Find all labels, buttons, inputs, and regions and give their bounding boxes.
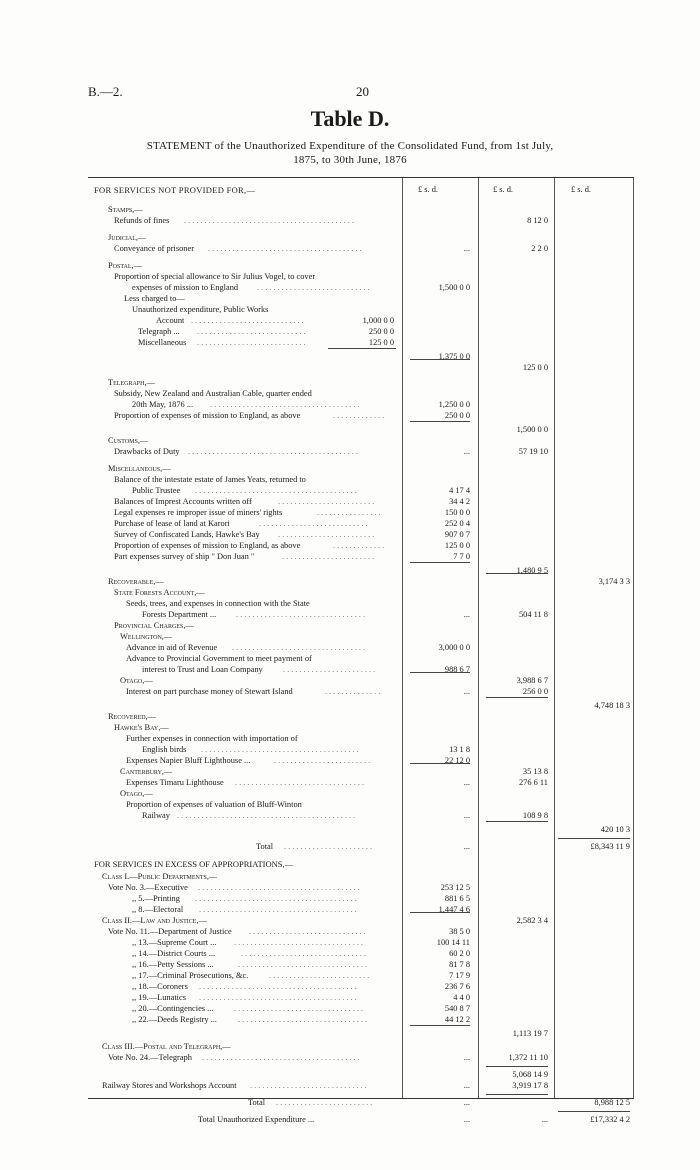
leader-dots: ................................ — [234, 1004, 365, 1013]
amount-c2: 504 11 8 — [518, 610, 548, 619]
row-label: 20th May, 1876 ... — [132, 400, 194, 409]
table-row — [88, 992, 634, 1003]
table-row — [88, 576, 634, 587]
table-row — [88, 926, 634, 937]
table-row — [88, 540, 634, 551]
table-row — [88, 293, 634, 304]
amount-c2: ... — [541, 1115, 548, 1124]
table-row — [88, 970, 634, 981]
table-row — [88, 1080, 634, 1091]
row-label: Otago,— — [120, 676, 153, 685]
amount-c1: 1,447 4 6 — [438, 905, 470, 914]
leader-dots: ............................................ — [177, 811, 358, 820]
table-row — [88, 551, 634, 562]
amount-c1: 7 17 9 — [449, 971, 470, 980]
table-row — [88, 271, 634, 282]
leader-dots: ............................ — [257, 283, 372, 292]
table-row — [88, 904, 634, 915]
table-row — [88, 686, 634, 697]
row-label: Survey of Confiscated Lands, Hawke's Bay — [114, 530, 260, 539]
row-label: Part expenses survey of ship " Don Juan " — [114, 552, 255, 561]
amount-c1: ... — [463, 244, 470, 253]
amount-c2: 8 12 0 — [527, 216, 548, 225]
row-label: Further expenses in connection with importation of — [126, 734, 298, 743]
row-label: Telegraph ... — [138, 327, 180, 336]
row-label: Class III.—Postal and Telegraph,— — [102, 1042, 231, 1051]
amount-c1: ... — [463, 1098, 470, 1107]
amount-c3: £17,332 4 2 — [590, 1115, 630, 1124]
table-row — [88, 1097, 634, 1108]
table-row — [88, 326, 634, 337]
amount-c1: ... — [463, 610, 470, 619]
amount-c2: 5,068 14 9 — [512, 1070, 548, 1079]
amount-c1: 540 8 7 — [444, 1004, 470, 1013]
table-row — [88, 893, 634, 904]
row-label: ,, 17.—Criminal Prosecutions, &c. — [132, 971, 249, 980]
row-label: ,, 22.—Deeds Registry ... — [132, 1015, 217, 1024]
leader-dots: ....................................... — [199, 993, 359, 1002]
table-row — [88, 1114, 634, 1125]
leader-dots: ................................. — [232, 643, 368, 652]
row-label: Advance in aid of Revenue — [126, 643, 218, 652]
amount-c1: 150 0 0 — [444, 508, 470, 517]
leader-dots: ................................ — [236, 610, 367, 619]
table-row — [88, 598, 634, 609]
table-row — [88, 744, 634, 755]
leader-dots: ..................................... — [210, 400, 362, 409]
amount-c2: 2 2 0 — [531, 244, 548, 253]
table-row — [88, 410, 634, 421]
amount-c3: 420 10 3 — [600, 825, 630, 834]
table-row — [88, 733, 634, 744]
table-row — [88, 377, 634, 388]
amount-c2: 276 6 11 — [518, 778, 548, 787]
amount-c1: ... — [463, 1115, 470, 1124]
amount-c1: ... — [463, 811, 470, 820]
amount-c1: 252 0 4 — [444, 519, 470, 528]
table-row — [88, 388, 634, 399]
table-row — [88, 653, 634, 664]
row-label: Recoverable,— — [108, 577, 164, 586]
row-label: Miscellaneous — [138, 338, 187, 347]
table-row — [88, 799, 634, 810]
leader-dots: .............. — [325, 687, 383, 696]
leader-dots: ....................................... — [199, 982, 359, 991]
leader-dots: ........................ — [274, 756, 373, 765]
leader-dots: ........................ — [278, 497, 377, 506]
amount-c2: 3,988 6 7 — [516, 676, 548, 685]
row-label: Customs,— — [108, 436, 149, 445]
table-row — [88, 700, 634, 711]
row-label: Proportion of expenses of mission to England, as above — [114, 411, 301, 420]
row-label: expenses of mission to England — [132, 283, 239, 292]
row-label: Drawbacks of Duty — [114, 447, 180, 456]
table-row — [88, 777, 634, 788]
table-row — [88, 463, 634, 474]
table-row — [88, 859, 634, 870]
leader-dots: ................................ — [234, 938, 365, 947]
table-row — [88, 959, 634, 970]
row-label: Railway Stores and Workshops Account — [102, 1081, 237, 1090]
table-row — [88, 620, 634, 631]
amount-c1: 13 1 8 — [449, 745, 470, 754]
row-label: Expenses Napier Bluff Lighthouse ... — [126, 756, 251, 765]
amount-c1: 34 4 2 — [449, 497, 470, 506]
amount-c2: 1,480 9 5 — [516, 566, 548, 575]
table-row — [88, 824, 634, 835]
section-heading: FOR SERVICES NOT PROVIDED FOR,— — [94, 185, 256, 195]
row-label: State Forests Account,— — [114, 588, 205, 597]
row-label: Miscellaneous,— — [108, 464, 171, 473]
leader-dots: ........................... — [259, 519, 370, 528]
table-title: Table D. — [310, 106, 390, 131]
table-row — [88, 1003, 634, 1014]
leader-dots: ........................... — [197, 338, 308, 347]
amount-c2: 256 0 0 — [522, 687, 548, 696]
amount-c1: 907 0 7 — [444, 530, 470, 539]
row-label: Otago,— — [120, 789, 153, 798]
amount-c1: 4 17 4 — [449, 486, 470, 495]
subtitle-line-2: 1875, to 30th June, 1876 — [293, 154, 407, 166]
row-label: Recovered,— — [108, 712, 157, 721]
row-label: Less charged to— — [124, 294, 185, 303]
row-label: ,, 8.—Electoral — [132, 905, 184, 914]
table-row — [88, 507, 634, 518]
amount-c1: 60 2 0 — [449, 949, 470, 958]
leader-dots: ....................................... — [201, 745, 361, 754]
leader-dots: ................ — [317, 508, 383, 517]
expenditure-table — [88, 177, 634, 1124]
leader-dots: ........................................ — [195, 486, 359, 495]
amount-c2: 57 19 10 — [518, 447, 548, 456]
amount-c1: ... — [463, 687, 470, 696]
leader-dots: ............................... — [241, 949, 368, 958]
amount-c1: 988 6 7 — [444, 665, 470, 674]
row-label: ,, 14.—District Courts ... — [132, 949, 216, 958]
row-label: Expenses Timaru Lighthouse — [126, 778, 224, 787]
row-label: FOR SERVICES IN EXCESS OF APPROPRIATIONS,— — [94, 859, 294, 869]
leader-dots: ............. — [333, 411, 387, 420]
row-label: ,, 18.—Coroners — [132, 982, 188, 991]
row-label: ,, 13.—Supreme Court ... — [132, 938, 217, 947]
row-label: Hawke's Bay,— — [114, 723, 169, 732]
amount-c1: ... — [463, 778, 470, 787]
amount-v: 1,000 0 0 — [362, 316, 394, 325]
amount-c2: 1,500 0 0 — [516, 425, 548, 434]
amount-c1: 1,250 0 0 — [438, 400, 470, 409]
amount-c1: 22 12 0 — [444, 756, 470, 765]
col-head-2: £ s. d. — [493, 185, 514, 194]
row-label: Vote No. 3.—Executive — [108, 883, 188, 892]
row-label: interest to Trust and Loan Company — [142, 665, 263, 674]
row-label: Forests Department ... — [142, 610, 217, 619]
table-row — [88, 362, 634, 373]
leader-dots: ................................ — [238, 1015, 369, 1024]
table-row — [88, 1041, 634, 1052]
leader-dots: ................................ — [235, 778, 366, 787]
row-label: ,, 19.—Lunatics — [132, 993, 186, 1002]
table-row — [88, 337, 634, 348]
row-label: Public Trustee — [132, 486, 181, 495]
amount-c1: 125 0 0 — [444, 541, 470, 550]
leader-dots: ........................... — [197, 327, 308, 336]
leader-dots: ................................ — [238, 960, 369, 969]
table-row — [88, 435, 634, 446]
table-row — [88, 1052, 634, 1063]
table-row — [88, 232, 634, 243]
table-row — [88, 446, 634, 457]
table-row — [88, 1014, 634, 1025]
col-head-3: £ s. d. — [571, 185, 592, 194]
amount-c2: 1,113 19 7 — [512, 1029, 548, 1038]
row-label: Total — [256, 842, 274, 851]
leader-dots: ........................ — [276, 1098, 375, 1107]
row-label: Refunds of fines — [114, 216, 170, 225]
page-ref: B.—2. — [88, 84, 123, 99]
row-label: Total — [248, 1098, 266, 1107]
leader-dots: ............................. — [250, 1081, 369, 1090]
amount-c1: 1,375 0 0 — [438, 352, 470, 361]
table-row — [88, 642, 634, 653]
row-label: Telegraph,— — [108, 378, 155, 387]
row-label: Conveyance of prisoner — [114, 244, 195, 253]
table-row — [88, 351, 634, 362]
table-row — [88, 424, 634, 435]
amount-v: 250 0 0 — [368, 327, 394, 336]
table-row — [88, 315, 634, 326]
table-row — [88, 215, 634, 226]
table-row — [88, 243, 634, 254]
table-row — [88, 841, 634, 852]
row-label: ,, 20.—Contingencies ... — [132, 1004, 214, 1013]
table-row — [88, 399, 634, 410]
leader-dots: .......................................... — [184, 216, 356, 225]
row-label: English birds — [142, 745, 187, 754]
amount-c2: 1,372 11 10 — [508, 1053, 548, 1062]
table-row — [88, 282, 634, 293]
amount-c1: 81 7 8 — [449, 960, 470, 969]
row-label: Railway — [142, 811, 170, 820]
table-row — [88, 1069, 634, 1080]
leader-dots: ........................ — [278, 530, 377, 539]
row-label: Balances of Imprest Accounts written off — [114, 497, 252, 506]
leader-dots: ....................................... — [202, 1053, 362, 1062]
amount-c1: 1,500 0 0 — [438, 283, 470, 292]
leader-dots: ............. — [333, 541, 387, 550]
row-label: Class I.—Public Departments,— — [102, 872, 218, 881]
row-label: Judicial,— — [108, 233, 147, 242]
row-label: Total Unauthorized Expenditure ... — [198, 1115, 315, 1124]
subtitle-line-1: STATEMENT of the Unauthorized Expenditure of the Consolidated Fund, from 1st July, — [146, 140, 554, 152]
row-label: Legal expenses re improper issue of miners' rights — [114, 508, 283, 517]
row-label: Proportion of expenses of mission to England, as above — [114, 541, 301, 550]
table-row — [88, 722, 634, 733]
amount-c3: 4,748 18 3 — [594, 701, 630, 710]
row-label: Interest on part purchase money of Stewart Island — [126, 687, 293, 696]
leader-dots: ........................................ — [198, 883, 362, 892]
row-label: Class II.—Law and Justice,— — [102, 916, 207, 925]
col-head-1: £ s. d. — [418, 185, 439, 194]
table-row — [88, 304, 634, 315]
row-label: Advance to Provincial Government to meet payment of — [126, 654, 312, 663]
table-row — [88, 871, 634, 882]
amount-c1: 100 14 11 — [436, 938, 470, 947]
amount-c1: 881 6 5 — [444, 894, 470, 903]
row-label: Provincial Charges,— — [114, 621, 194, 630]
amount-c3: 8,988 12 5 — [594, 1098, 630, 1107]
table-row — [88, 496, 634, 507]
amount-c1: ... — [463, 1081, 470, 1090]
table-row — [88, 565, 634, 576]
table-row — [88, 474, 634, 485]
row-label: Proportion of expenses of valuation of Bluff-Winton — [126, 800, 302, 809]
row-label: Wellington,— — [120, 632, 173, 641]
table-row — [88, 260, 634, 271]
table-row — [88, 755, 634, 766]
table-row — [88, 1028, 634, 1039]
page-number: 20 — [356, 84, 369, 99]
table-row — [88, 981, 634, 992]
amount-c1: 38 5 0 — [449, 927, 470, 936]
table-row — [88, 711, 634, 722]
amount-c1: ... — [463, 447, 470, 456]
amount-c1: 3,000 0 0 — [438, 643, 470, 652]
leader-dots: .......................................... — [188, 447, 360, 456]
amount-c2: 35 13 8 — [522, 767, 548, 776]
leader-dots: ......................... — [269, 971, 372, 980]
table-row — [88, 675, 634, 686]
amount-c1: 253 12 5 — [440, 883, 470, 892]
row-label: Vote No. 24.—Telegraph — [108, 1053, 192, 1062]
table-row — [88, 664, 634, 675]
row-label: Seeds, trees, and expenses in connection with the State — [126, 599, 310, 608]
amount-c1: 7 7 0 — [453, 552, 470, 561]
table-row — [88, 204, 634, 215]
amount-c2: 3,919 17 8 — [512, 1081, 548, 1090]
leader-dots: ...................... — [284, 842, 375, 851]
table-row — [88, 766, 634, 777]
row-label: ,, 5.—Printing — [132, 894, 180, 903]
amount-c1: 44 12 2 — [444, 1015, 470, 1024]
leader-dots: ............................ — [191, 316, 306, 325]
table-row — [88, 915, 634, 926]
amount-c3: £8,343 11 9 — [590, 842, 630, 851]
amount-c2: 125 0 0 — [522, 363, 548, 372]
leader-dots: ....................... — [282, 552, 377, 561]
row-label: Postal,— — [108, 261, 142, 270]
statement-subtitle — [60, 139, 640, 167]
amount-c1: 250 0 0 — [444, 411, 470, 420]
leader-dots: ....................... — [283, 665, 378, 674]
table-row — [88, 587, 634, 598]
amount-c1: ... — [463, 1053, 470, 1062]
row-label: Account — [156, 316, 185, 325]
leader-dots: ....................................... — [199, 905, 359, 914]
amount-c2: 2,582 3 4 — [516, 916, 548, 925]
row-label: Subsidy, New Zealand and Australian Cable, quarter ended — [114, 389, 312, 398]
table-row — [88, 937, 634, 948]
row-label: Unauthorized expenditure, Public Works — [132, 305, 269, 314]
amount-v: 125 0 0 — [368, 338, 394, 347]
row-label: Balance of the intestate estate of James Yeats, returned to — [114, 475, 306, 484]
table-row — [88, 882, 634, 893]
amount-c2: 108 9 8 — [522, 811, 548, 820]
amount-c1: 4 4 0 — [453, 993, 470, 1002]
table-row — [88, 788, 634, 799]
table-row — [88, 529, 634, 540]
amount-c3: 3,174 3 3 — [598, 577, 630, 586]
table-row — [88, 948, 634, 959]
leader-dots: ........................................ — [195, 894, 359, 903]
table-row — [88, 518, 634, 529]
row-label: Stamps,— — [108, 205, 143, 214]
leader-dots: ...................................... — [208, 244, 364, 253]
table-row — [88, 631, 634, 642]
leader-dots: ............................. — [249, 927, 368, 936]
table-row — [88, 810, 634, 821]
row-label: Proportion of special allowance to Sir Julius Vogel, to cover — [114, 272, 316, 281]
table-row — [88, 485, 634, 496]
amount-c1: ... — [463, 842, 470, 851]
row-label: Purchase of lease of land at Karori — [114, 519, 230, 528]
row-label: Canterbury,— — [120, 767, 173, 776]
amount-c1: 236 7 6 — [444, 982, 470, 991]
table-row — [88, 609, 634, 620]
row-label: ,, 16.—Petty Sessions ... — [132, 960, 214, 969]
row-label: Vote No. 11.—Department of Justice — [108, 927, 232, 936]
